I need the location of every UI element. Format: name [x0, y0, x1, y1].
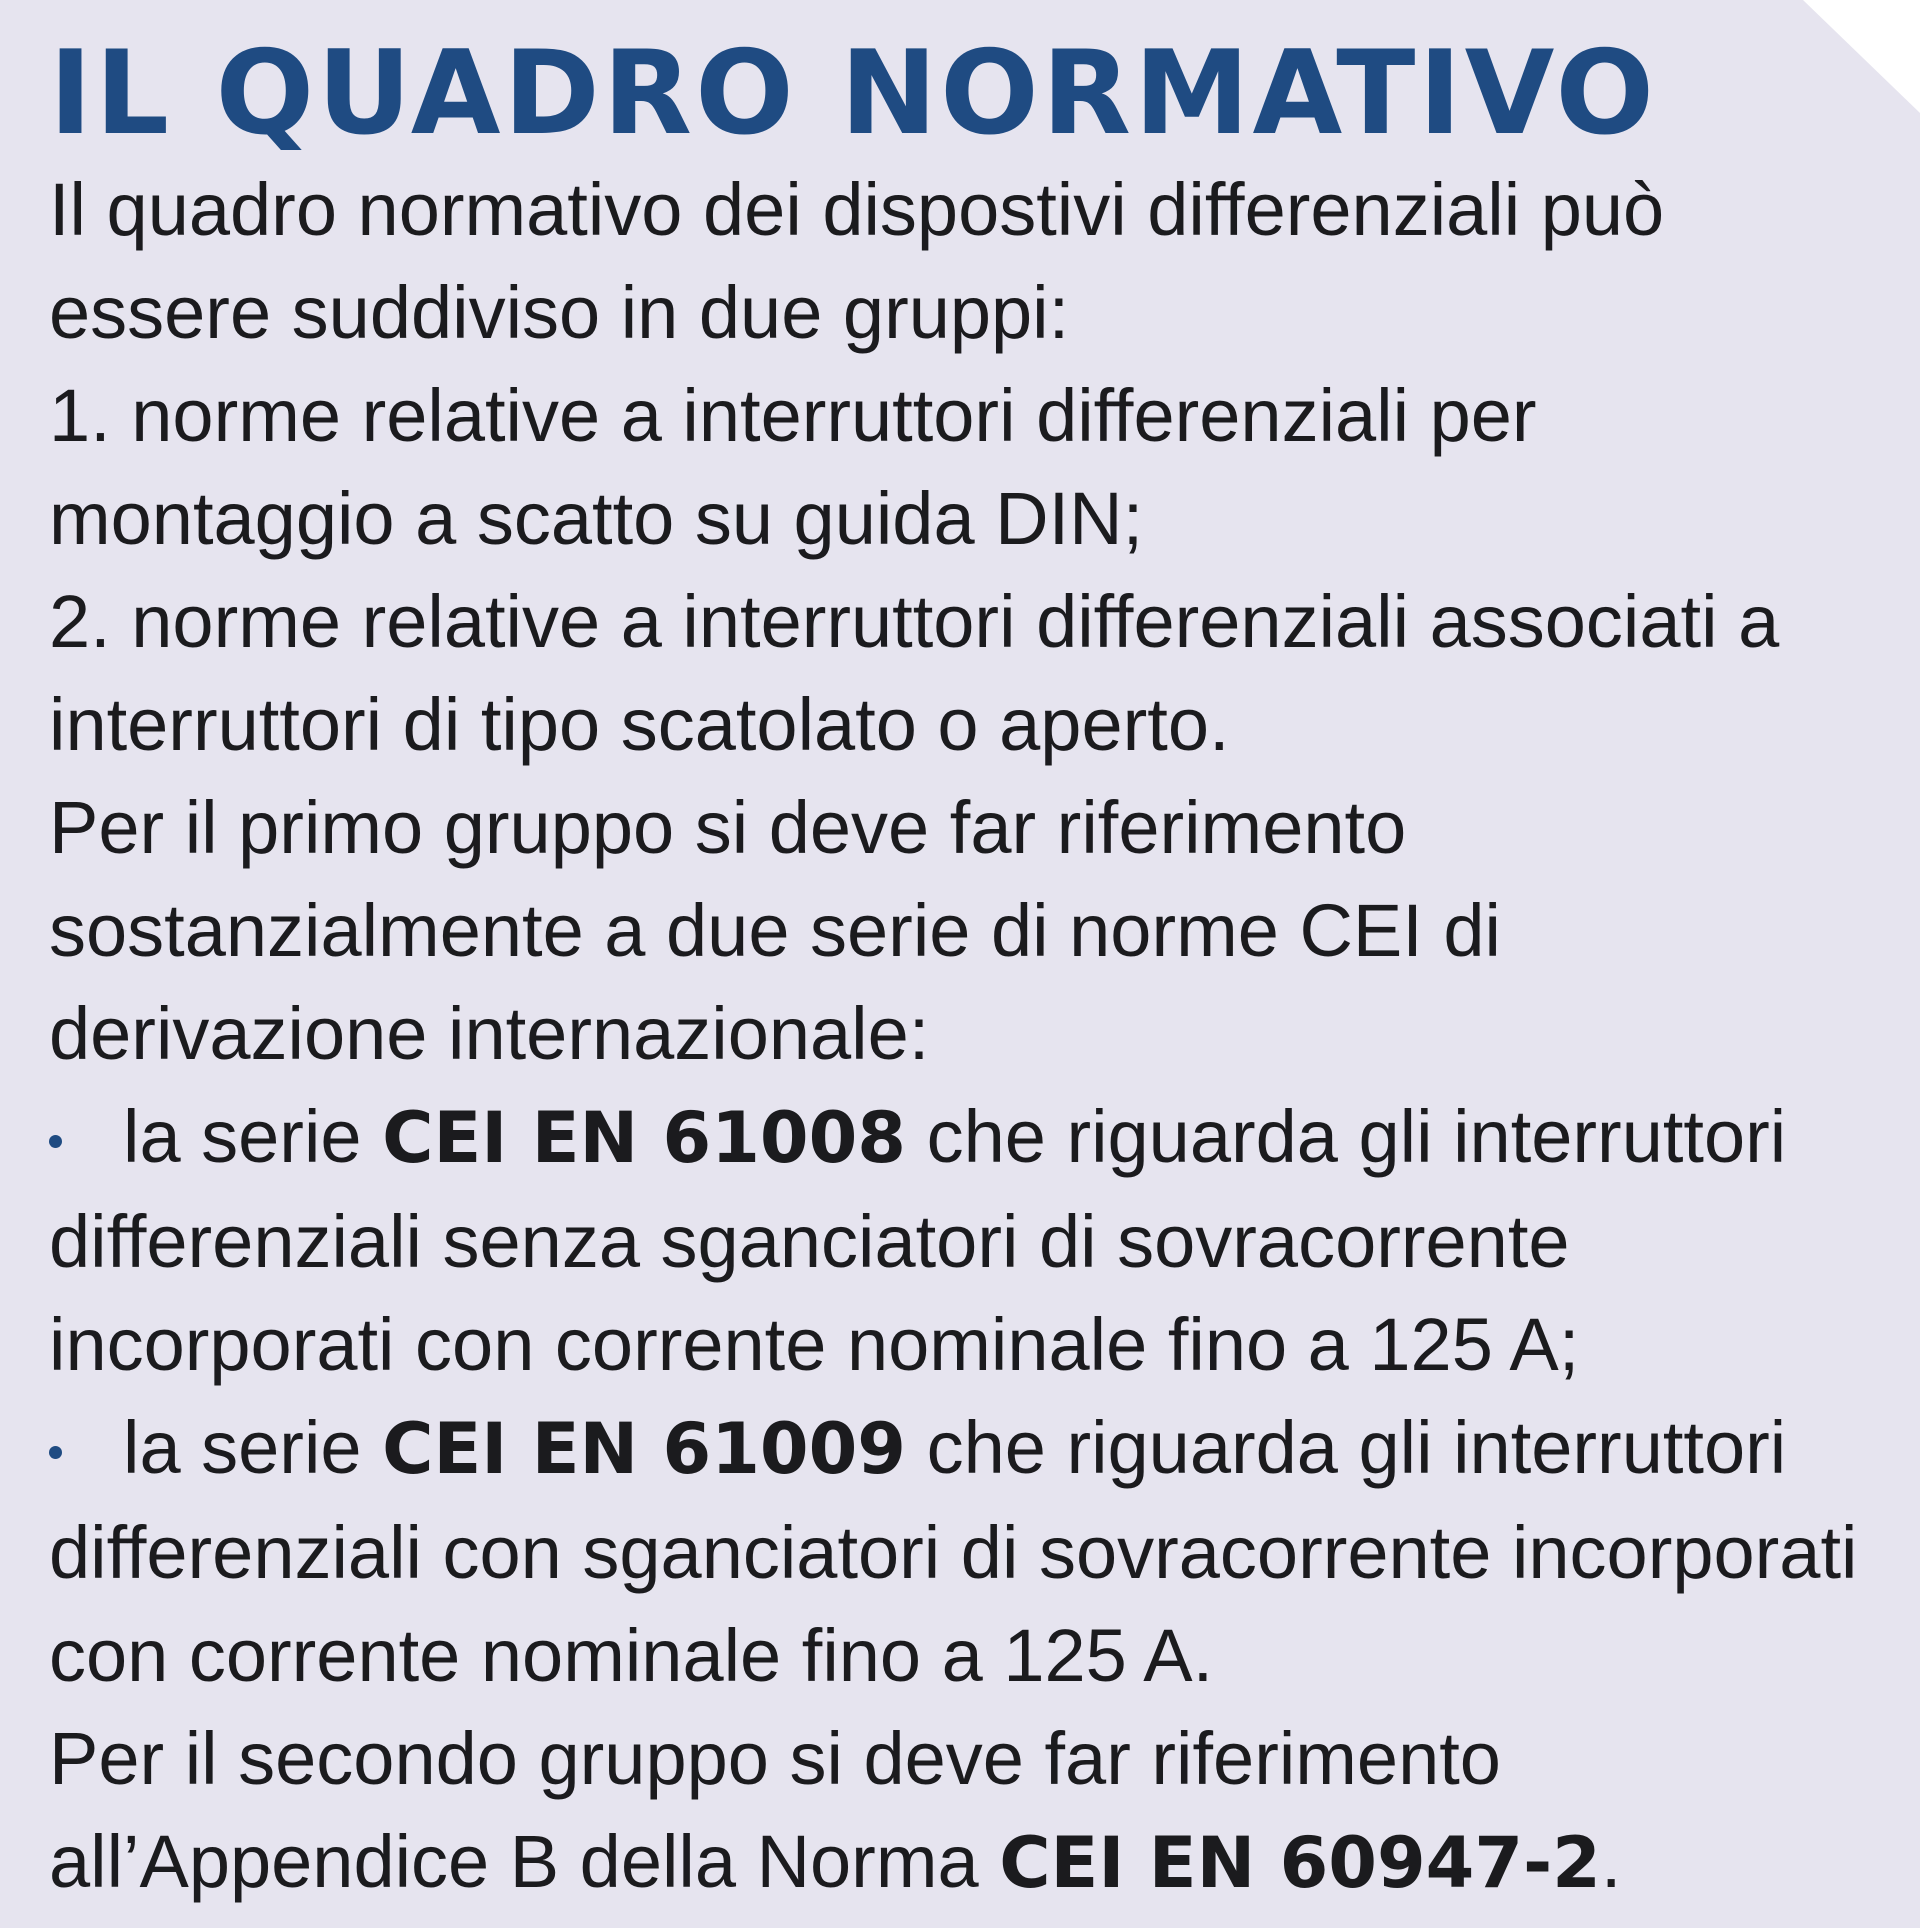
series-item-61009 — [49, 1396, 1899, 1707]
intro-paragraph: Il quadro normativo dei dispostivi differenziali può essere suddiviso in due gruppi: — [49, 168, 1665, 354]
box-content — [49, 26, 1899, 1915]
series-prefix: la serie — [123, 1406, 383, 1489]
second-group-paragraph — [49, 1707, 1899, 1915]
group-item-1: 1. norme relative a interruttori differenziali per montaggio a scatto su guida DIN; — [49, 374, 1537, 560]
series-description: che riguarda gli interruttori differenziali senza sganciatori di sovracorrente incorporati con corrente nominale fino a 125 A; — [49, 1095, 1787, 1386]
series-list — [49, 1085, 1899, 1707]
first-group-paragraph: Per il primo gruppo si deve far riferimento sostanzialmente a due serie di norme CEI di derivazione internazionale: — [49, 786, 1501, 1075]
second-group-text: Per il secondo gruppo si deve far riferimento all’Appendice B della Norma — [49, 1717, 1501, 1903]
box-title: IL QUADRO NORMATIVO — [49, 26, 1657, 161]
series-item-61008 — [49, 1085, 1899, 1396]
second-group-end: . — [1600, 1820, 1622, 1903]
bullet-icon — [49, 1135, 62, 1148]
bullet-icon — [49, 1446, 62, 1459]
series-code: CEI EN 61009 — [382, 1408, 907, 1490]
series-description: che riguarda gli interruttori differenziali con sganciatori di sovracorrente incorporati con corrente nominale fino a 125 A. — [49, 1406, 1858, 1697]
series-prefix: la serie — [123, 1095, 383, 1178]
norm-code: CEI EN 60947-2 — [999, 1822, 1601, 1904]
box-body — [49, 158, 1899, 1915]
group-item-2: 2. norme relative a interruttori differenziali associati a interruttori di tipo scatolato o aperto. — [49, 580, 1780, 766]
series-code: CEI EN 61008 — [382, 1097, 907, 1179]
